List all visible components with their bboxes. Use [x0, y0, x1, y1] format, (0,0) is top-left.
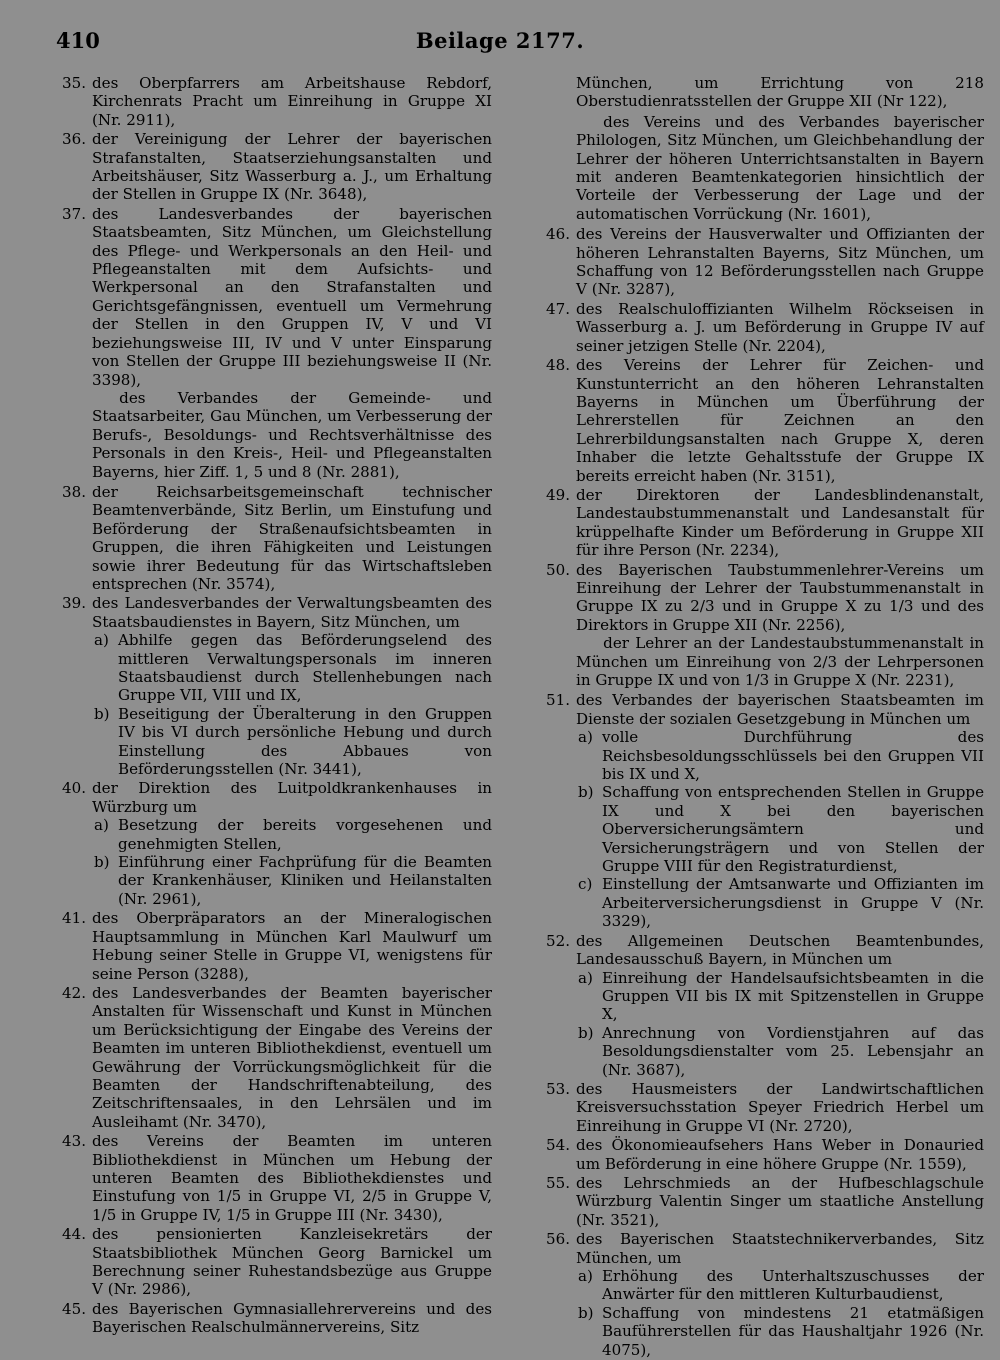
item-number: 47.: [545, 299, 570, 318]
list-item: [58, 205, 492, 481]
item-number: 40.: [61, 779, 86, 798]
continuation-paragraph: des Verbandes der Gemeinde- und Staatsarbeiter, Gau München, um Verbesserung der Berufs-, Besoldungs- und Rechtsverhältnisse des Personals in den Kreis-, Heil- und Pflegeanstalten Bayerns, hier Ziff. 1, 5 und 8 (Nr. 2881),: [92, 388, 492, 481]
sub-item: [576, 1304, 984, 1359]
list-item: [58, 1225, 492, 1299]
list-item: [542, 225, 984, 299]
right-column-intro: [542, 74, 984, 223]
item-text: des Landesverbandes der Verwaltungsbeamten des Staatsbaudienstes in Bayern, Sitz München, um: [92, 594, 492, 631]
list-item: [58, 984, 492, 1131]
list-item: [542, 486, 984, 560]
item-number: 45.: [61, 1299, 86, 1318]
sub-item: [576, 728, 984, 783]
sub-item-mark: a): [578, 968, 593, 987]
continuation-paragraph: der Lehrer an der Landestaubstummenanstalt in München um Einreihung von 2/3 der Lehrpersonen in Gruppe IX und von 1/3 in Gruppe X (Nr. 2231),: [576, 634, 984, 689]
item-text: des Landesverbandes der Beamten bayerischer Anstalten für Wissenschaft und Kunst in München um Berücksichtigung der Eingabe des Vereins der Beamten im unteren Bibliothekdienst, eventuell um Gewährung der Vorrückungsmöglichkeit für die Beamten der Handschriftenabteilung, des Zeitschriftensaales, in den Lehrsälen und im Ausleihamt (Nr. 3470),: [92, 983, 492, 1131]
sub-item-mark: b): [578, 1023, 594, 1042]
sub-item: [576, 875, 984, 930]
item-number: 39.: [61, 594, 86, 613]
sub-item-mark: a): [578, 1267, 593, 1285]
page-number: 410: [56, 28, 100, 53]
item-text: des Vereins der Lehrer für Zeichen- und Kunstunterricht an den höheren Lehranstalten Bayerns in München um Überführung der Lehrerstellen für Zeichnen an den Lehrerbildungsanstalten nach Gruppe X, deren Inhaber die letzte Gehaltsstufe der Gruppe IX bereits erreicht haben (Nr. 3151),: [576, 356, 984, 485]
sub-item-mark: c): [578, 875, 593, 894]
item-text: des Vereins der Beamten im unteren Bibliothekdienst in München um Hebung der unteren Beamten des Bibliothekdienstes und Einstufung von 1/5 in Gruppe VI, 2/5 in Gruppe V, 1/5 in Gruppe IV, 1/5 in Gruppe III (Nr. 3430),: [92, 1132, 492, 1224]
sub-item-mark: b): [578, 783, 594, 802]
item-number: 46.: [545, 225, 570, 244]
sub-item-text: Beseitigung der Überalterung in den Gruppen IV bis VI durch persönliche Hebung und durch Einstellung des Abbaues von Beförderungsstellen (Nr. 3441),: [118, 704, 492, 779]
list-item: [542, 1174, 984, 1229]
list-item: [58, 130, 492, 204]
item-number: 54.: [545, 1136, 570, 1155]
list-item: [542, 300, 984, 355]
sub-item: [576, 783, 984, 875]
list-item: [542, 356, 984, 485]
item-text: des Lehrschmieds an der Hufbeschlagschule Würzburg Valentin Singer um staatliche Anstellung (Nr. 3521),: [576, 1173, 984, 1229]
item-number: 55.: [545, 1173, 570, 1192]
item-text: des Bayerischen Taubstummenlehrer-Vereins um Einreihung der Lehrer der Taubstummenanstalt in Gruppe IX zu 2/3 und in Gruppe X zu 1/3 und des Direktors in Gruppe XII (Nr. 2256),: [576, 560, 984, 634]
sub-item-mark: a): [94, 631, 109, 650]
list-item: [542, 932, 984, 1079]
item-number: 49.: [545, 485, 570, 504]
item-text: des Ökonomieaufsehers Hans Weber in Donauried um Beförderung in eine höhere Gruppe (Nr. 1559),: [576, 1136, 984, 1173]
sub-item-text: Einreihung der Handelsaufsichtsbeamten in die Gruppen VII bis IX mit Spitzenstellen in Gruppe X,: [602, 968, 984, 1024]
sub-item: [92, 705, 492, 779]
sub-item-text: Anrechnung von Vordienstjahren auf das Besoldungsdienstalter vom 25. Lebensjahr an (Nr. 3687),: [602, 1023, 984, 1079]
item-number: 44.: [61, 1225, 86, 1244]
item-text: des Oberpfarrers am Arbeitshause Rebdorf, Kirchenrats Pracht um Einreihung in Gruppe XI (Nr. 2911),: [92, 74, 492, 129]
sub-item: [92, 853, 492, 908]
continuation-paragraph: München, um Errichtung von 218 Oberstudienratsstellen der Gruppe XII (Nr 122),: [576, 74, 984, 111]
list-item: [58, 909, 492, 983]
sub-item-text: Erhöhung des Unterhaltszuschusses der Anwärter für den mittleren Kulturbaudienst,: [602, 1267, 984, 1304]
item-number: 36.: [61, 130, 86, 149]
sub-item: [92, 816, 492, 853]
item-number: 37.: [61, 204, 86, 223]
item-text: der Direktion des Luitpoldkrankenhauses in Würzburg um: [92, 779, 492, 816]
sub-item-text: Schaffung von entsprechenden Stellen in Gruppe IX und X bei den bayerischen Oberversicherungsämtern und Versicherungsträgern und von Stellen der Gruppe VIII für den Registraturdienst,: [602, 783, 984, 876]
sub-item-text: Abhilfe gegen das Beförderungselend des mittleren Verwaltungspersonals im inneren Staatsbaudienst durch Stellenhebungen nach Gruppe VII, VIII und IX,: [118, 631, 492, 705]
item-text: des pensionierten Kanzleisekretärs der Staatsbibliothek München Georg Barnickel um Berechnung seiner Ruhestandsbezüge aus Gruppe V (Nr. 2986),: [92, 1225, 492, 1299]
list-item: [542, 1136, 984, 1173]
sub-item-text: volle Durchführung des Reichsbesoldungsschlüssels bei den Gruppen VII bis IX und X,: [602, 728, 984, 784]
item-text: des Bayerischen Gymnasiallehrervereins und des Bayerischen Realschulmännervereins, Sitz: [92, 1299, 492, 1337]
list-item: [58, 1132, 492, 1224]
item-text: des Hausmeisters der Landwirtschaftlichen Kreisversuchsstation Speyer Friedrich Herbel um Einreihung in Gruppe VI (Nr. 2720),: [576, 1079, 984, 1135]
item-number: 38.: [61, 482, 86, 501]
sub-item-mark: b): [94, 853, 110, 872]
list-item: [542, 561, 984, 690]
list-item: [58, 1300, 492, 1337]
continuation-paragraph: des Vereins und des Verbandes bayerischer Philologen, Sitz München, um Gleichbehandlung der Lehrer der höheren Unterrichtsanstalten in Bayern mit anderen Beamtenkategorien hinsichtlich der Vorteile der Verbesserung der Lage und der automatischen Vorrückung (Nr. 1601),: [576, 112, 984, 223]
item-number: 50.: [545, 560, 570, 579]
list-item: [58, 779, 492, 908]
sub-item: [92, 631, 492, 705]
sub-item: [576, 969, 984, 1024]
item-text: des Verbandes der bayerischen Staatsbeamten im Dienste der sozialen Gesetzgebung in München um: [576, 691, 984, 728]
sub-item-mark: a): [578, 728, 593, 747]
sub-item: [576, 1267, 984, 1304]
item-number: 56.: [545, 1230, 570, 1249]
sub-item-text: Besetzung der bereits vorgesehenen und genehmigten Stellen,: [118, 816, 492, 853]
item-number: 48.: [545, 356, 570, 375]
right-column: [542, 74, 984, 1360]
list-item: [542, 1230, 984, 1359]
sub-item: [576, 1024, 984, 1079]
right-column-entries: [542, 225, 984, 1359]
item-text: des Realschuloffizianten Wilhelm Röckseisen in Wasserburg a. J. um Beförderung in Gruppe IV auf seiner jetzigen Stelle (Nr. 2204),: [576, 299, 984, 355]
list-item: [58, 594, 492, 778]
left-column: [58, 74, 492, 1338]
page-header: Beilage 2177.: [415, 28, 585, 53]
sub-item-text: Schaffung von mindestens 21 etatmäßigen Bauführerstellen für das Haushaltjahr 1926 (Nr. 4075),: [602, 1303, 984, 1359]
item-number: 51.: [545, 691, 570, 710]
item-number: 53.: [545, 1079, 570, 1098]
item-text: des Bayerischen Staatstechnikerverbandes, Sitz München, um: [576, 1230, 984, 1267]
item-text: der Reichsarbeitsgemeinschaft technischer Beamtenverbände, Sitz Berlin, um Einstufung und Beförderung der Straßenaufsichtsbeamten in Gruppen, die ihren Fähigkeiten und Leistungen sowie ihrer Bedeutung für das Wirtschaftsleben entsprechen (Nr. 3574),: [92, 482, 492, 593]
sub-item-mark: a): [94, 816, 109, 835]
item-number: 43.: [61, 1132, 86, 1151]
item-number: 52.: [545, 931, 570, 950]
list-item: [542, 1080, 984, 1135]
list-item: [58, 74, 492, 129]
sub-item-text: Einführung einer Fachprüfung für die Beamten der Krankenhäuser, Kliniken und Heilanstalten (Nr. 2961),: [118, 853, 492, 908]
sub-item-mark: b): [578, 1303, 594, 1322]
sub-item-text: Einstellung der Amtsanwarte und Offizianten im Arbeiterversicherungsdienst in Gruppe V (Nr. 3329),: [602, 875, 984, 931]
item-text: des Vereins der Hausverwalter und Offizianten der höheren Lehranstalten Bayerns, Sitz München, um Schaffung von 12 Beförderungsstellen nach Gruppe V (Nr. 3287),: [576, 225, 984, 299]
item-number: 41.: [61, 909, 86, 928]
item-number: 42.: [61, 983, 86, 1002]
sub-item-mark: b): [94, 704, 110, 723]
item-text: der Direktoren der Landesblindenanstalt, Landestaubstummenanstalt und Landesanstalt für krüppelhafte Kinder um Beförderung in Gruppe XII für ihre Person (Nr. 2234),: [576, 485, 984, 560]
item-text: des Landesverbandes der bayerischen Staatsbeamten, Sitz München, um Gleichstellung des Pflege- und Werkpersonals an den Heil- und Pflegeanstalten mit dem Aufsichts- und Werkpersonal an den Strafanstalten und Gerichtsgefängnissen, eventuell um Vermehrung der Stellen in den Gruppen IV, V und VI beziehungsweise III, IV und V unter Einsparung von Stellen der Gruppe III beziehungsweise II (Nr. 3398),: [92, 204, 492, 389]
list-item: [58, 483, 492, 593]
item-text: der Vereinigung der Lehrer der bayerischen Strafanstalten, Staatserziehungsanstalten und Arbeitshäuser, Sitz Wasserburg a. J., um Erhaltung der Stellen in Gruppe IX (Nr. 3648),: [92, 130, 492, 204]
item-text: des Allgemeinen Deutschen Beamtenbundes, Landesausschuß Bayern, in München um: [576, 931, 984, 969]
item-number: 35.: [61, 74, 86, 92]
list-item: [542, 691, 984, 930]
item-text: des Oberpräparators an der Mineralogischen Hauptsammlung in München Karl Maulwurf um Hebung seiner Stelle in Gruppe VI, wenigstens für seine Person (3288),: [92, 909, 492, 983]
